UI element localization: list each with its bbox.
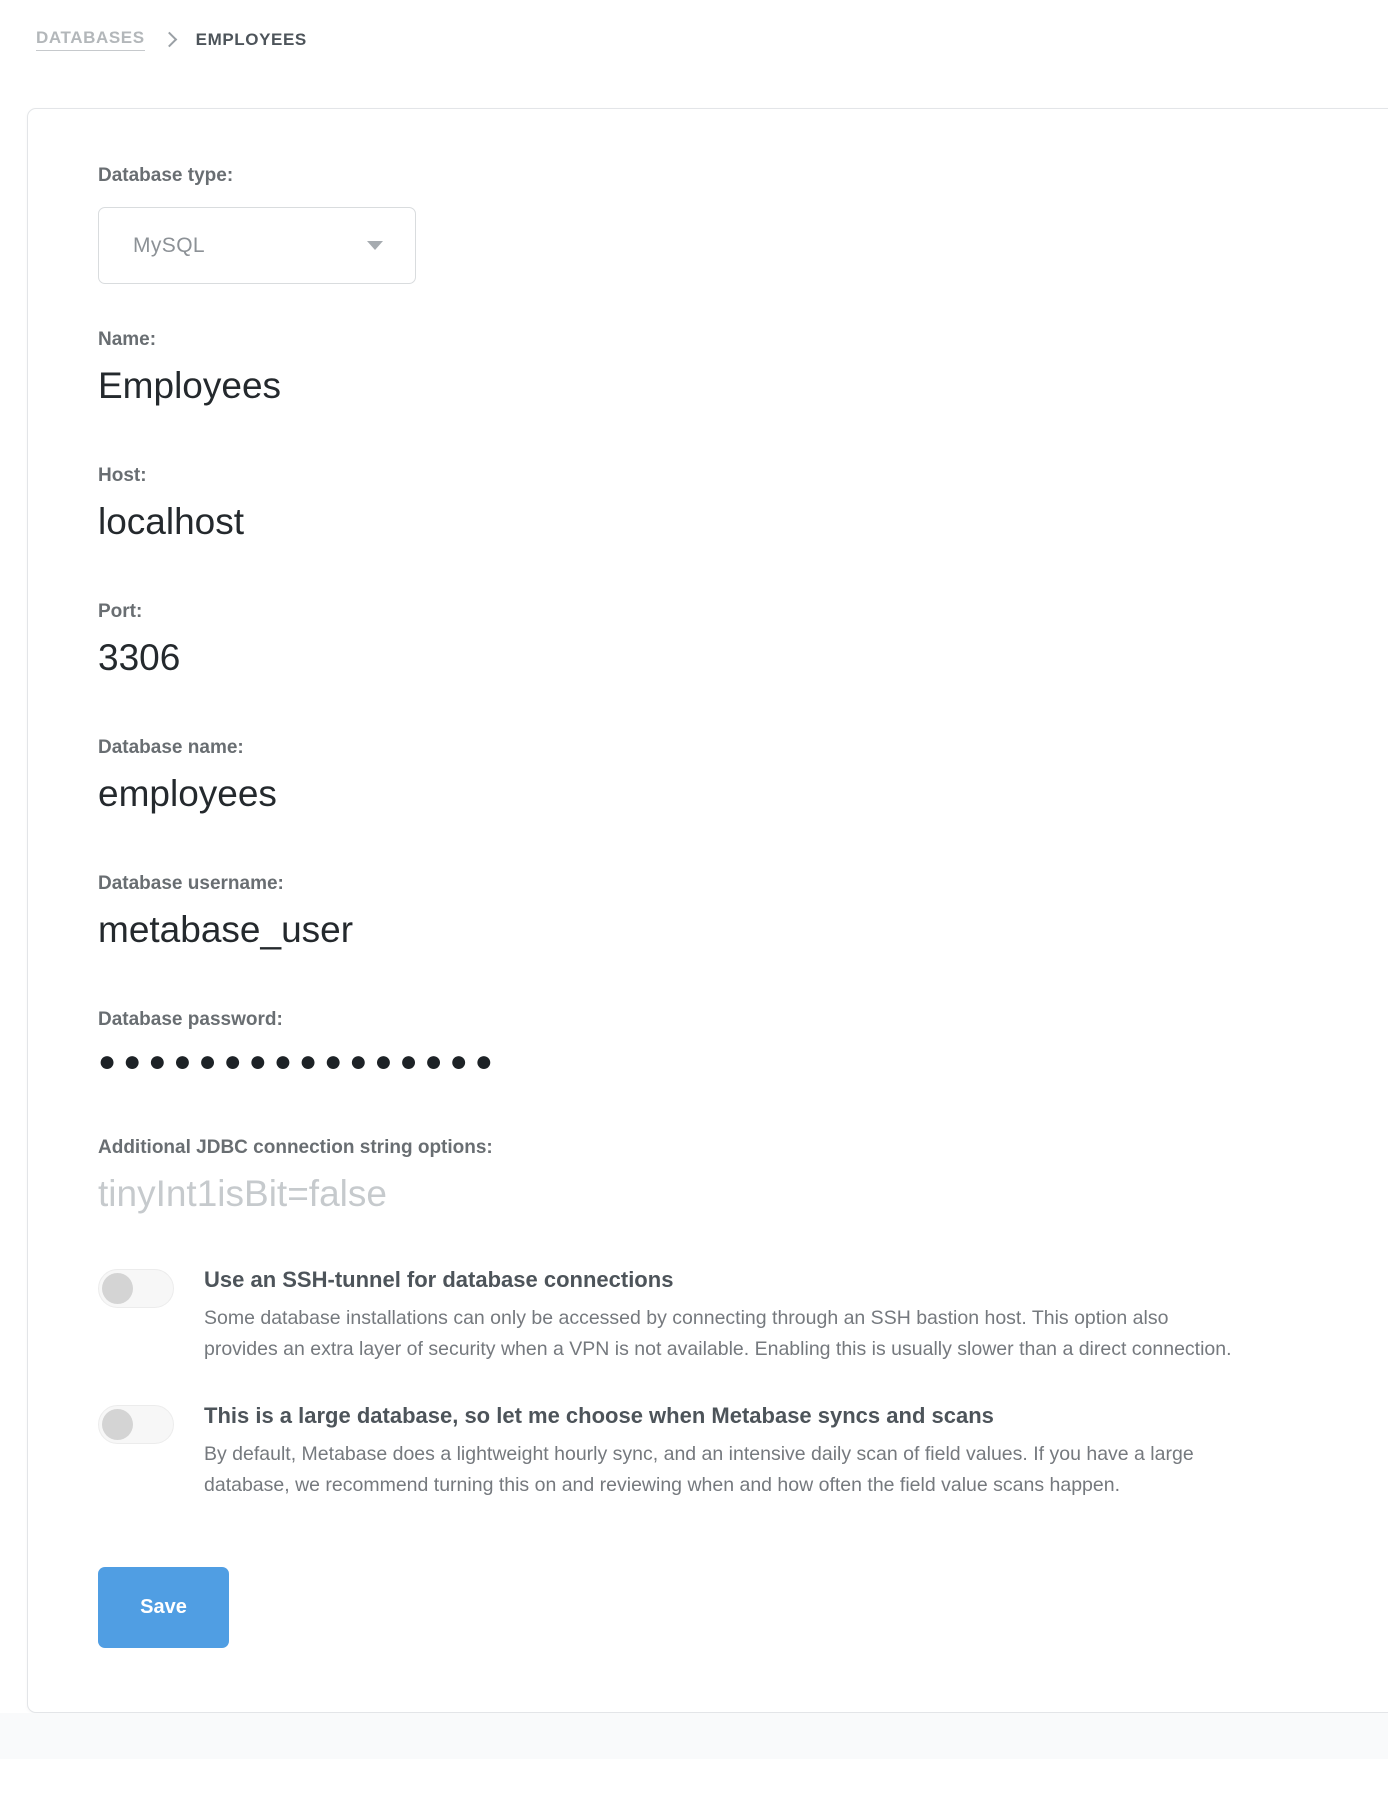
jdbc-options-field bbox=[98, 1137, 1331, 1217]
port-input[interactable] bbox=[98, 635, 798, 681]
port-label: Port: bbox=[98, 601, 143, 622]
jdbc-options-label: Additional JDBC connection string options: bbox=[98, 1137, 493, 1158]
ssh-tunnel-section bbox=[98, 1267, 1331, 1365]
host-field bbox=[98, 465, 1331, 545]
database-password-input[interactable] bbox=[98, 1043, 798, 1081]
breadcrumb-current: EMPLOYEES bbox=[195, 29, 307, 49]
chevron-right-icon bbox=[161, 32, 177, 48]
database-password-label: Database password: bbox=[98, 1009, 283, 1030]
breadcrumb bbox=[0, 0, 1388, 51]
name-field bbox=[98, 329, 1331, 409]
database-type-field bbox=[98, 165, 1331, 284]
database-username-field bbox=[98, 873, 1331, 953]
large-database-content bbox=[204, 1403, 1244, 1501]
database-type-select[interactable] bbox=[98, 207, 416, 284]
database-username-label: Database username: bbox=[98, 873, 284, 894]
large-database-description: By default, Metabase does a lightweight hourly sync, and an intensive daily scan of field values. If you have a large database, we recommend turning this on and reviewing when and how often the field value scans happen. bbox=[204, 1443, 1194, 1496]
toggle-knob bbox=[102, 1273, 133, 1304]
database-name-label: Database name: bbox=[98, 737, 244, 758]
port-field bbox=[98, 601, 1331, 681]
database-type-label: Database type: bbox=[98, 165, 234, 186]
database-name-input[interactable] bbox=[98, 771, 798, 817]
large-database-section bbox=[98, 1403, 1331, 1501]
ssh-tunnel-toggle[interactable] bbox=[98, 1269, 174, 1308]
database-password-field bbox=[98, 1009, 1331, 1081]
large-database-title: This is a large database, so let me choose when Metabase syncs and scans bbox=[204, 1403, 994, 1428]
jdbc-options-input[interactable] bbox=[98, 1171, 798, 1217]
breadcrumb-link-databases[interactable]: DATABASES bbox=[36, 28, 145, 51]
database-edit-card bbox=[27, 108, 1388, 1713]
database-username-input[interactable] bbox=[98, 907, 798, 953]
chevron-down-icon bbox=[367, 241, 383, 250]
save-button[interactable]: Save bbox=[98, 1567, 229, 1648]
ssh-tunnel-content bbox=[204, 1267, 1244, 1365]
database-name-field bbox=[98, 737, 1331, 817]
ssh-tunnel-title: Use an SSH-tunnel for database connections bbox=[204, 1267, 674, 1292]
host-label: Host: bbox=[98, 465, 147, 486]
toggle-knob bbox=[102, 1409, 133, 1440]
host-input[interactable] bbox=[98, 499, 798, 545]
page-footer-background bbox=[0, 1713, 1388, 1759]
name-label: Name: bbox=[98, 329, 157, 350]
ssh-tunnel-description: Some database installations can only be accessed by connecting through an SSH bastion host. This option also provides an extra layer of security when a VPN is not available. Enabling this is usually slower than a direct connection. bbox=[204, 1307, 1232, 1360]
database-type-selected-value: MySQL bbox=[133, 233, 206, 257]
name-input[interactable] bbox=[98, 363, 798, 409]
large-database-toggle[interactable] bbox=[98, 1405, 174, 1444]
